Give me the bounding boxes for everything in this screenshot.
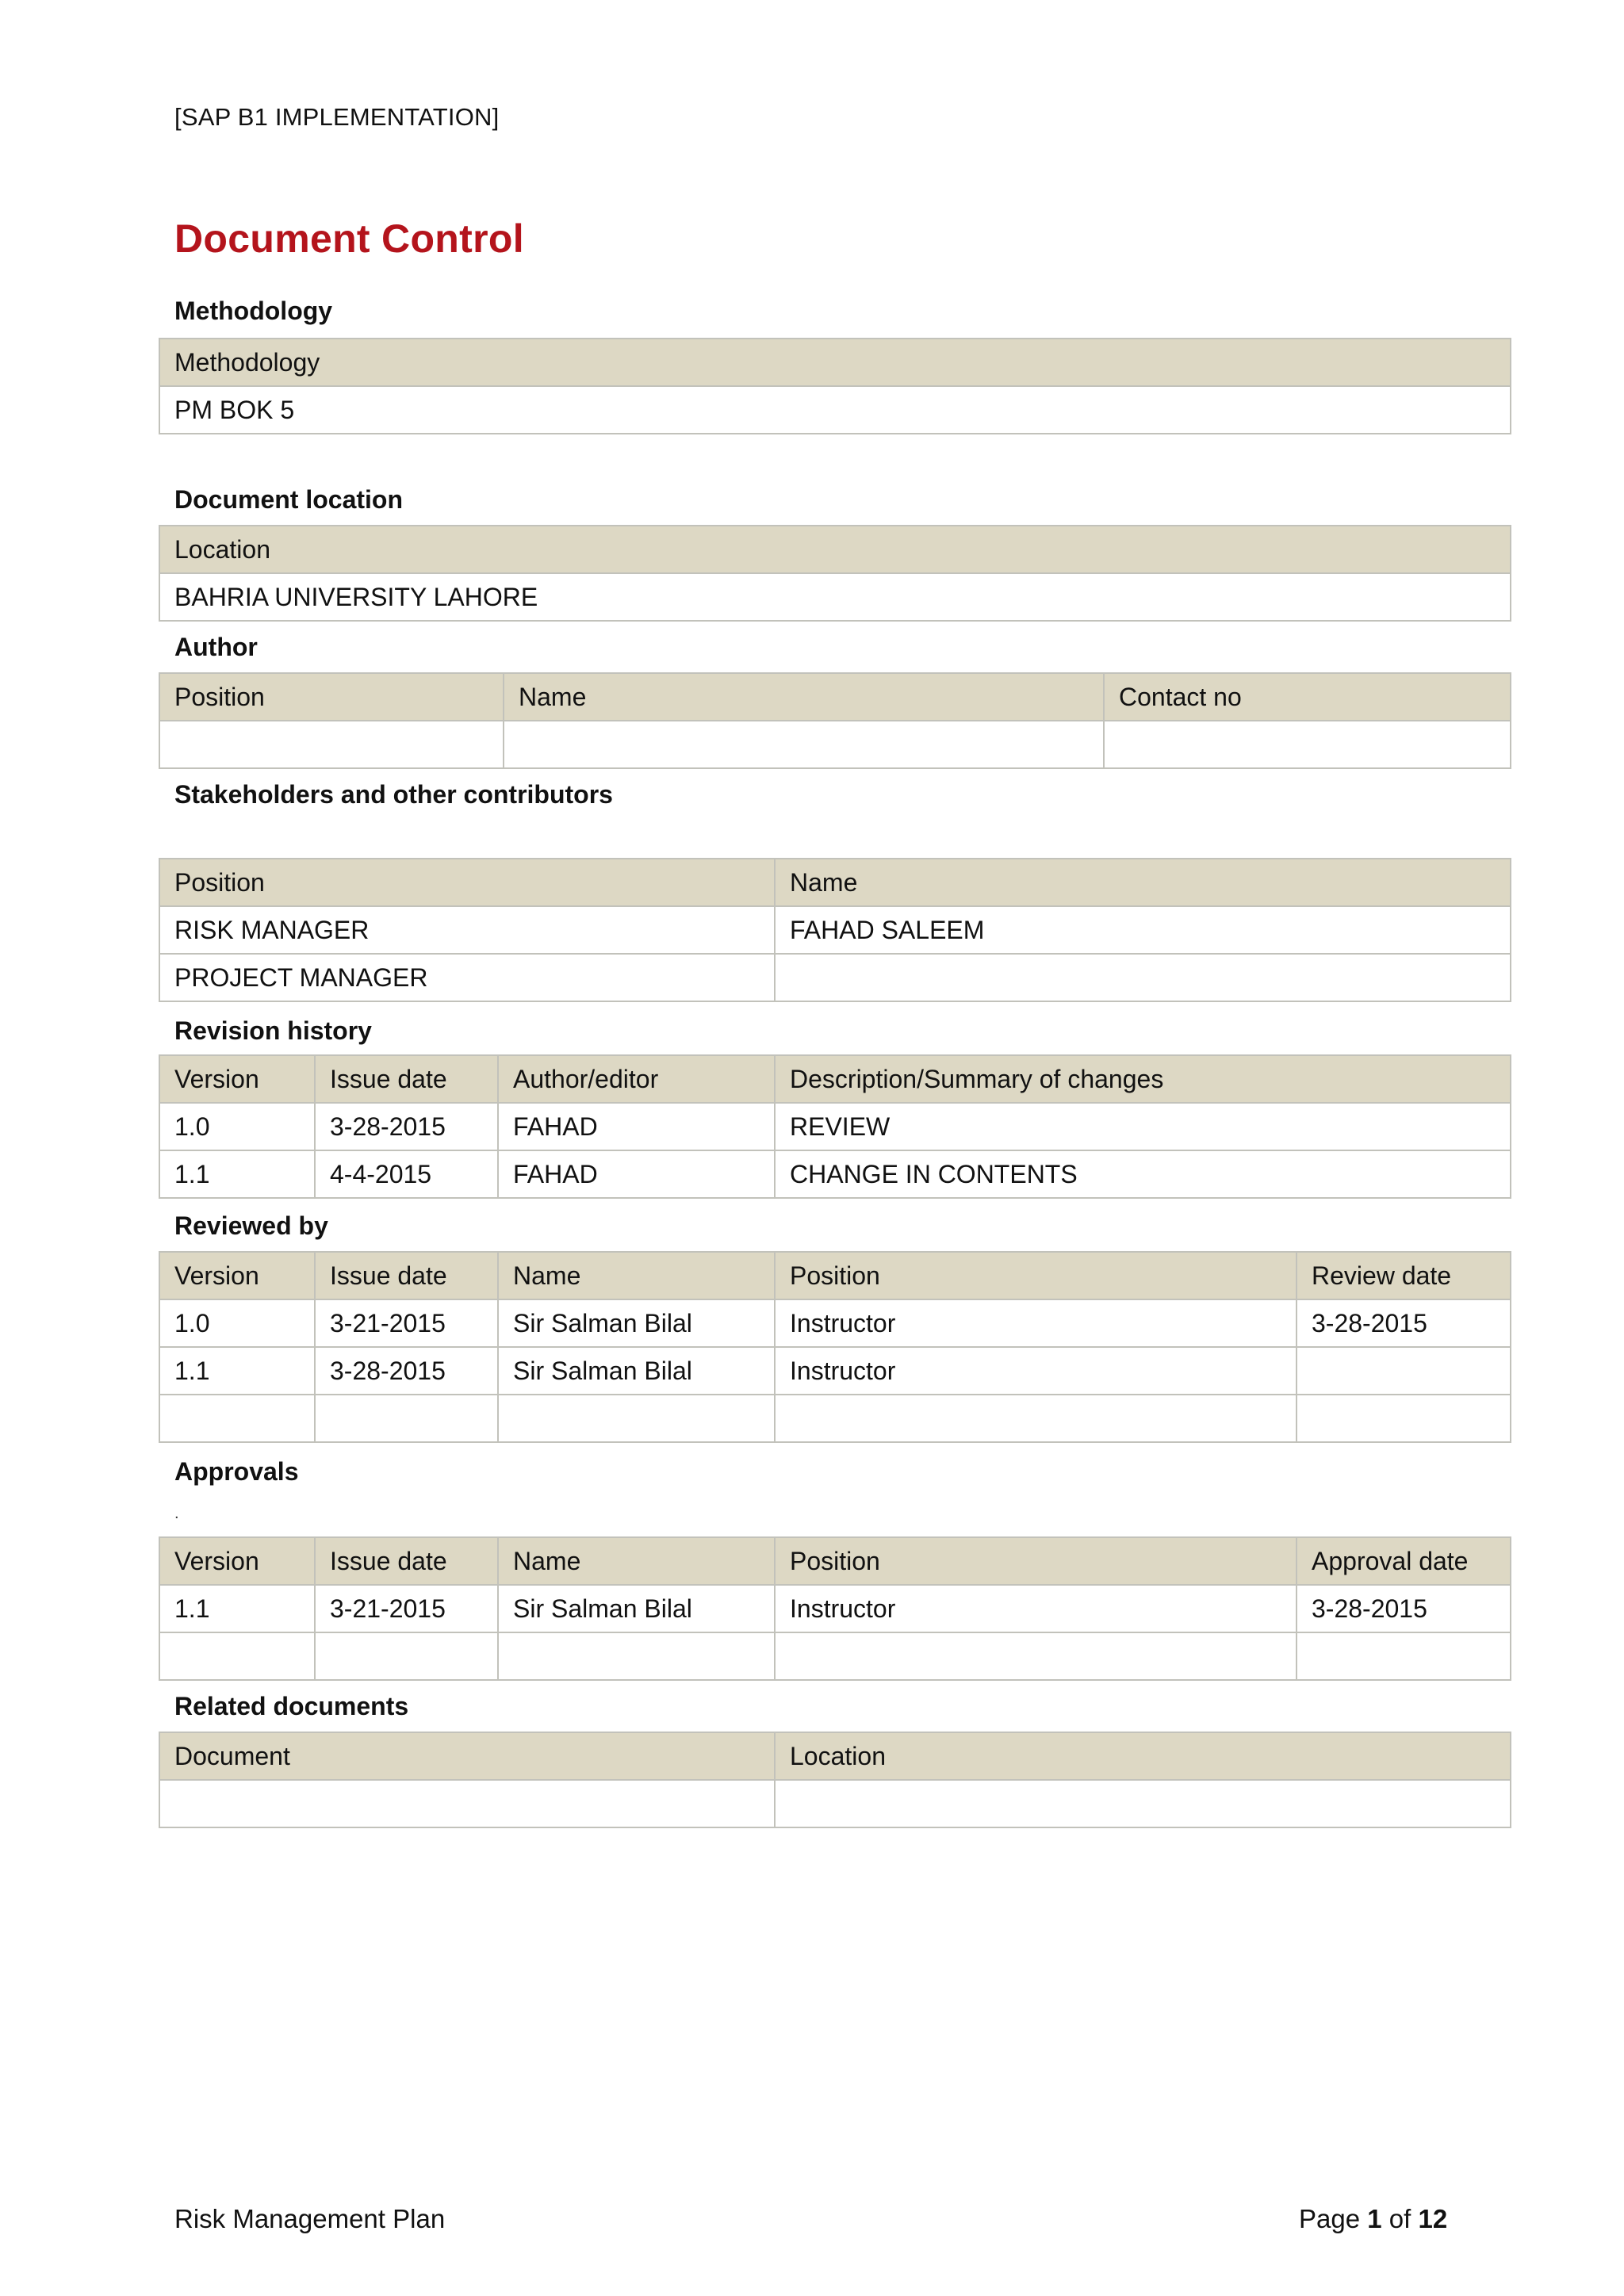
table-cell: Instructor (775, 1299, 1297, 1347)
header-cell: Issue date (315, 1537, 498, 1585)
table-header-row (159, 1252, 1511, 1299)
table-cell (775, 1632, 1297, 1680)
header-cell: Location (159, 526, 1511, 573)
table-cell: 1.1 (159, 1150, 315, 1198)
table-cell: 3-28-2015 (1297, 1585, 1511, 1632)
table-row (159, 1150, 1511, 1198)
table-header-row (159, 1537, 1511, 1585)
table-cell (315, 1395, 498, 1442)
related-table (159, 1732, 1511, 1828)
table-cell: Instructor (775, 1347, 1297, 1395)
table-row (159, 721, 1511, 768)
page-total: 12 (1418, 2204, 1448, 2233)
header-cell: Position (159, 859, 775, 906)
table-row (159, 906, 1511, 954)
related-label: Related documents (174, 1692, 409, 1720)
header-cell: Name (498, 1252, 775, 1299)
table-cell: Instructor (775, 1585, 1297, 1632)
page-title: Document Control (174, 216, 524, 261)
header-cell: Issue date (315, 1055, 498, 1103)
location-table (159, 525, 1511, 622)
table-cell: RISK MANAGER (159, 906, 775, 954)
table-cell (1297, 1395, 1511, 1442)
table-cell: 1.0 (159, 1103, 315, 1150)
table-cell (159, 721, 504, 768)
header-cell: Location (775, 1732, 1511, 1780)
methodology-table (159, 338, 1511, 434)
table-row (159, 1103, 1511, 1150)
table-cell: Sir Salman Bilal (498, 1585, 775, 1632)
table-cell: 1.0 (159, 1299, 315, 1347)
header-cell: Author/editor (498, 1055, 775, 1103)
table-row (159, 1347, 1511, 1395)
table-cell: 3-28-2015 (1297, 1299, 1511, 1347)
table-cell: PROJECT MANAGER (159, 954, 775, 1001)
header-cell: Issue date (315, 1252, 498, 1299)
table-row (159, 573, 1511, 621)
table-row (159, 1780, 1511, 1827)
header-cell: Version (159, 1537, 315, 1585)
table-cell (1297, 1632, 1511, 1680)
table-cell (315, 1632, 498, 1680)
table-cell: 1.1 (159, 1347, 315, 1395)
author-label: Author (174, 633, 258, 661)
header-cell: Version (159, 1055, 315, 1103)
table-cell (159, 1780, 775, 1827)
table-cell: 3-28-2015 (315, 1103, 498, 1150)
approvals-table (159, 1536, 1511, 1681)
table-cell: FAHAD (498, 1150, 775, 1198)
table-header-row (159, 1732, 1511, 1780)
table-row (159, 1632, 1511, 1680)
footer-page-number (1299, 2204, 1447, 2234)
header-cell: Name (504, 673, 1104, 721)
stray-dot: . (174, 1505, 179, 1522)
table-header-row (159, 859, 1511, 906)
header-cell: Methodology (159, 339, 1511, 386)
footer-document-name: Risk Management Plan (174, 2204, 446, 2233)
approvals-label: Approvals (174, 1457, 299, 1486)
table-row (159, 1585, 1511, 1632)
table-cell: PM BOK 5 (159, 386, 1511, 434)
page-of: of (1381, 2204, 1419, 2233)
header-cell: Position (775, 1537, 1297, 1585)
page-header: [SAP B1 IMPLEMENTATION] (174, 103, 500, 131)
page-current: 1 (1367, 2204, 1382, 2233)
table-header-row (159, 673, 1511, 721)
header-cell: Document (159, 1732, 775, 1780)
header-cell: Approval date (1297, 1537, 1511, 1585)
table-cell (775, 1780, 1511, 1827)
methodology-label: Methodology (174, 297, 333, 325)
table-cell (498, 1632, 775, 1680)
header-cell: Review date (1297, 1252, 1511, 1299)
table-cell (504, 721, 1104, 768)
revision-label: Revision history (174, 1016, 372, 1045)
revision-table (159, 1054, 1511, 1199)
table-cell (1104, 721, 1511, 768)
stakeholders-label: Stakeholders and other contributors (174, 780, 613, 809)
table-cell (775, 954, 1511, 1001)
table-cell: FAHAD SALEEM (775, 906, 1511, 954)
header-cell: Name (775, 859, 1511, 906)
author-table (159, 672, 1511, 769)
table-cell: Sir Salman Bilal (498, 1299, 775, 1347)
table-cell: 3-21-2015 (315, 1299, 498, 1347)
table-cell: REVIEW (775, 1103, 1511, 1150)
table-header-row (159, 1055, 1511, 1103)
table-cell: Sir Salman Bilal (498, 1347, 775, 1395)
stakeholders-table (159, 858, 1511, 1002)
table-cell (159, 1395, 315, 1442)
table-cell: 3-21-2015 (315, 1585, 498, 1632)
table-cell: 1.1 (159, 1585, 315, 1632)
table-cell: BAHRIA UNIVERSITY LAHORE (159, 573, 1511, 621)
page-prefix: Page (1299, 2204, 1368, 2233)
header-cell: Name (498, 1537, 775, 1585)
table-cell: 3-28-2015 (315, 1347, 498, 1395)
table-cell (1297, 1347, 1511, 1395)
table-header-row (159, 526, 1511, 573)
header-cell: Position (775, 1252, 1297, 1299)
table-cell (159, 1632, 315, 1680)
table-cell: FAHAD (498, 1103, 775, 1150)
table-header-row (159, 339, 1511, 386)
header-cell: Description/Summary of changes (775, 1055, 1511, 1103)
header-cell: Contact no (1104, 673, 1511, 721)
table-cell (775, 1395, 1297, 1442)
header-cell: Version (159, 1252, 315, 1299)
table-row (159, 1395, 1511, 1442)
table-cell: CHANGE IN CONTENTS (775, 1150, 1511, 1198)
reviewed-table (159, 1251, 1511, 1443)
location-label: Document location (174, 485, 404, 514)
table-cell: 4-4-2015 (315, 1150, 498, 1198)
reviewed-label: Reviewed by (174, 1211, 328, 1240)
table-cell (498, 1395, 775, 1442)
table-row (159, 954, 1511, 1001)
table-row (159, 1299, 1511, 1347)
header-cell: Position (159, 673, 504, 721)
table-row (159, 386, 1511, 434)
